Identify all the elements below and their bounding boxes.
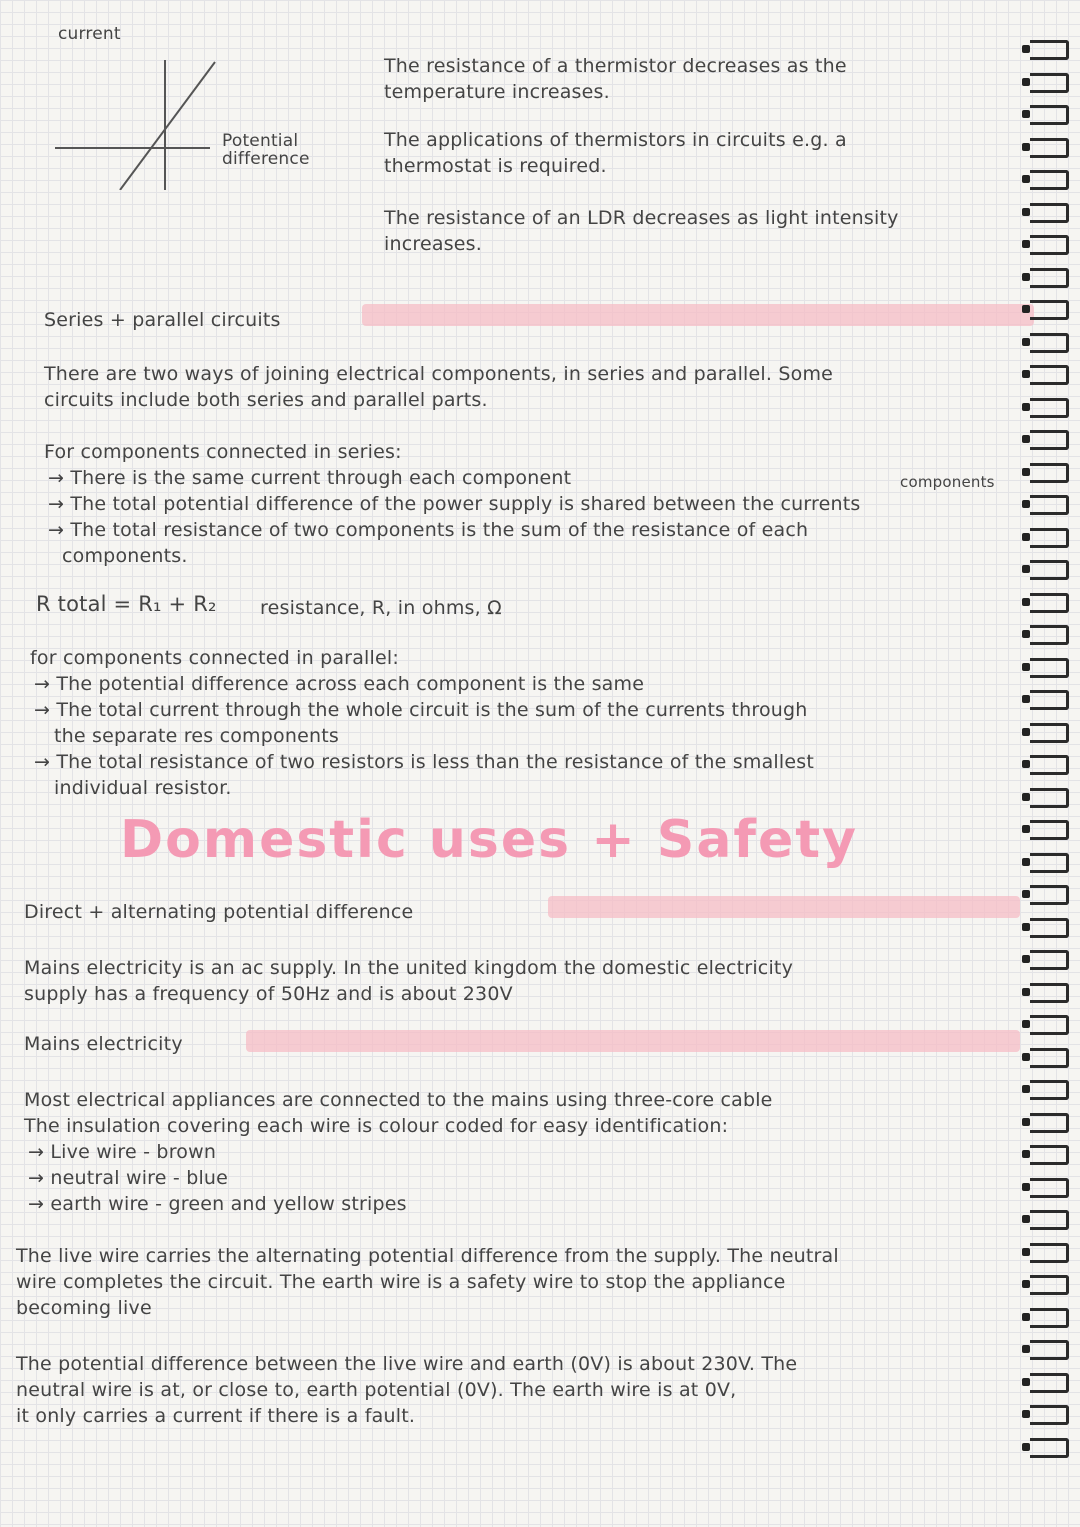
binding-ring [1030, 560, 1069, 580]
intro-line: There are two ways of joining electrical components, in series and parallel. Some [44, 363, 834, 385]
graph-line [120, 62, 215, 190]
binding-ring [1030, 73, 1069, 93]
binding-ring [1030, 398, 1069, 418]
binding-ring [1030, 820, 1069, 840]
note-line: thermostat is required. [384, 155, 607, 177]
formula-note: resistance, R, in ohms, Ω [260, 597, 502, 619]
binding-ring [1030, 1438, 1069, 1458]
binding-ring [1030, 755, 1069, 775]
binding-ring [1030, 853, 1069, 873]
binding-ring [1030, 333, 1069, 353]
graph-x-label-2: difference [222, 149, 310, 169]
dc-ac-line: Mains electricity is an ac supply. In the united kingdom the domestic electricity [24, 957, 794, 979]
binding-ring [1030, 235, 1069, 255]
binding-ring [1030, 918, 1069, 938]
binding-ring [1030, 1145, 1069, 1165]
binding-ring [1030, 40, 1069, 60]
series-point: → The total potential difference of the power supply is shared between the currents [48, 493, 861, 515]
heading-highlight [362, 304, 1034, 326]
mains-para2-line: wire completes the circuit. The earth wire is a safety wire to stop the appliance [16, 1271, 786, 1293]
binding-ring [1030, 463, 1069, 483]
wire-colour-item: → Live wire - brown [28, 1141, 217, 1163]
binding-ring [1030, 1015, 1069, 1035]
binding-ring [1030, 1340, 1069, 1360]
binding-ring [1030, 983, 1069, 1003]
binding-ring [1030, 430, 1069, 450]
binding-ring [1030, 1275, 1069, 1295]
binding-ring [1030, 300, 1069, 320]
mains-para3-line: it only carries a current if there is a fault. [16, 1405, 416, 1427]
parallel-point: the separate res components [54, 725, 339, 747]
binding-ring [1030, 1178, 1069, 1198]
binding-ring [1030, 1080, 1069, 1100]
parallel-heading: for components connected in parallel: [30, 647, 399, 669]
binding-ring [1030, 1210, 1069, 1230]
note-line: The resistance of a thermistor decreases as the [384, 55, 847, 77]
note-line: increases. [384, 233, 483, 255]
mains-line: Most electrical appliances are connected to the mains using three-core cable [24, 1089, 773, 1111]
heading-highlight [548, 896, 1020, 918]
series-heading: For components connected in series: [44, 441, 402, 463]
mains-para2-line: The live wire carries the alternating potential difference from the supply. The neutral [16, 1245, 839, 1267]
binding-ring [1030, 593, 1069, 613]
graph-x-label-1: Potential [222, 131, 299, 151]
binding-ring [1030, 203, 1069, 223]
parallel-point: → The total resistance of two resistors is less than the resistance of the smallest [34, 751, 815, 773]
binding-ring [1030, 788, 1069, 808]
binding-ring [1030, 365, 1069, 385]
dc-ac-line: supply has a frequency of 50Hz and is about 230V [24, 983, 513, 1005]
section-heading-mains: Mains electricity [24, 1033, 183, 1055]
note-line: temperature increases. [384, 81, 610, 103]
parallel-point: → The total current through the whole circuit is the sum of the currents through [34, 699, 808, 721]
parallel-point: individual resistor. [54, 777, 232, 799]
binding-ring [1030, 1113, 1069, 1133]
binding-ring [1030, 723, 1069, 743]
iv-graph-sketch [50, 50, 330, 190]
correction-word: components [900, 473, 995, 491]
mains-para3-line: The potential difference between the live wire and earth (0V) is about 230V. The [16, 1353, 798, 1375]
binding-ring [1030, 495, 1069, 515]
series-point: → The total resistance of two components is the sum of the resistance of each [48, 519, 809, 541]
section-heading-series-parallel: Series + parallel circuits [44, 309, 281, 331]
binding-ring [1030, 138, 1069, 158]
graph-y-label: current [58, 24, 121, 44]
binding-ring [1030, 1243, 1069, 1263]
mains-para3-line: neutral wire is at, or close to, earth potential (0V). The earth wire is at 0V, [16, 1379, 737, 1401]
binding-ring [1030, 658, 1069, 678]
spiral-binding [1022, 40, 1074, 1500]
binding-ring [1030, 950, 1069, 970]
page-title: Domestic uses + Safety [120, 810, 859, 870]
heading-highlight [246, 1030, 1020, 1052]
binding-ring [1030, 105, 1069, 125]
parallel-point: → The potential difference across each component is the same [34, 673, 645, 695]
binding-ring [1030, 690, 1069, 710]
binding-ring [1030, 885, 1069, 905]
series-point: → There is the same current through each component [48, 467, 572, 489]
mains-line: The insulation covering each wire is colour coded for easy identification: [24, 1115, 729, 1137]
resistance-formula: R total = R₁ + R₂ [36, 592, 217, 616]
binding-ring [1030, 625, 1069, 645]
wire-colour-item: → earth wire - green and yellow stripes [28, 1193, 407, 1215]
wire-colour-item: → neutral wire - blue [28, 1167, 229, 1189]
series-point: components. [62, 545, 188, 567]
binding-ring [1030, 1373, 1069, 1393]
mains-para2-line: becoming live [16, 1297, 152, 1319]
binding-ring [1030, 528, 1069, 548]
note-line: The applications of thermistors in circuits e.g. a [384, 129, 847, 151]
binding-ring [1030, 1308, 1069, 1328]
intro-line: circuits include both series and parallel parts. [44, 389, 488, 411]
binding-ring [1030, 1048, 1069, 1068]
binding-ring [1030, 170, 1069, 190]
note-line: The resistance of an LDR decreases as light intensity [384, 207, 899, 229]
section-heading-dc-ac: Direct + alternating potential difference [24, 901, 414, 923]
binding-ring [1030, 268, 1069, 288]
binding-ring [1030, 1405, 1069, 1425]
